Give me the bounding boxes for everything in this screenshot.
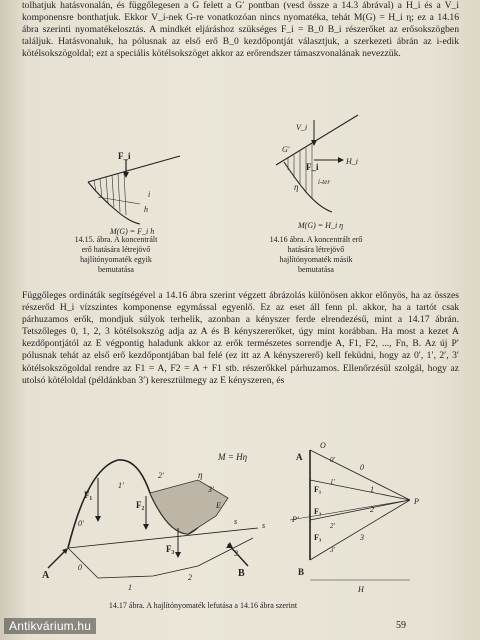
fig4-label-f3: F₃ [314,533,322,542]
caption-14-17: 14.17 ábra. A hajlítónyomaték lefutása a 14.16 ábra szerint [108,601,298,610]
fig4-label-p: P [414,497,419,506]
fig3-side-3: 3 [234,549,238,558]
fig1-label-h: h [144,205,148,214]
fig4-pole-top [310,450,410,500]
fig4-label-pprime: P′ [292,515,299,524]
fig4-ray-0: 0 [360,463,364,472]
fig3-side-2: 2 [188,573,192,582]
caption-14-16: 14.16 ábra. A koncentrált erő hatására létrejövő hajlítónyomaték másik bemutatása [269,235,363,274]
fig3-side-2p: 2′ [158,471,164,480]
paragraph-top: tolhatjuk hatásvonalán, és függőlegesen a G felett a G′ pontban (vesd össze a 14.3 ábrával) a H_i és a V_i komponensre bonthatjuk. Ekkor V_i-nek G-re vonatkozóan nincs nyomatéka, tehát M(G) = H_i η; ez a 14.16 ábra szerinti nyomatékelosztás. A mindkét eljáráshoz szükséges F_i = B_0 B_i részerőket az erősokszögben találjuk. Hatásvonaluk, ha pólusnak az első erő B_0 kezdőpontját választjuk, a szerkezeti ábrán az i-edik kötélsokszögoldal; ezt a speciális kötélsokszöget akkor az erőrendszer támaszvonalának nevezzük. [22,0,459,60]
fig4-pole-bottom [310,500,410,560]
fig3-label-s: s [262,521,266,530]
fig2-formula: M(G) = H_i η [298,221,344,230]
fig3-label-e: E [216,501,221,510]
figure-14-16 [268,110,398,235]
fig3-label-f1: F₁ [84,490,93,500]
fig4-ray-2: 2 [370,505,374,514]
fig3-label-a: A [42,570,50,581]
fig2-label-h: H_i [346,157,358,166]
fig2-label-v: V_i [296,123,308,132]
fig2-label-side: i-ter [318,178,331,186]
fig4-ray-a [310,480,410,500]
fig4-rayp-2: 2′ [330,522,336,530]
fig3-side-1: 1 [128,583,132,592]
fig3-polygon-lower [68,538,253,578]
fig3-side-0p: 0′ [78,519,84,528]
fig2-label-eta: η [294,182,299,192]
fig4-label-f1: F₁ [314,485,322,494]
fig4-horizontal [290,500,410,520]
fig3-side-0: 0 [78,563,82,572]
fig4-ray-3: 3 [360,533,364,542]
fig3-label-s2: s [234,517,238,526]
fig3-label-eta: η [198,470,203,480]
fig4-label-f2: F₂ [314,507,322,516]
fig3-side-1p: 1′ [118,481,124,490]
fig3-label-f3: F₃ [166,544,175,554]
fig1-label-side: i [148,190,151,199]
figure-14-17-structure [38,448,288,598]
fig4-label-b: B [298,567,305,577]
fig2-label-f: F_i [306,162,319,172]
fig3-label-b: B [238,568,245,579]
page-number: 59 [396,620,406,631]
fig4-label-h: H [358,585,364,594]
caption-14-15: 14.15. ábra. A koncentrált erő hatására létrejövő hajlítónyomaték egyik bemutatása [74,235,158,274]
fig4-rayp-1: 1′ [330,478,336,486]
fig3-label-f2: F₂ [136,500,145,510]
fig2-label-g1: G′ [282,145,290,154]
fig4-ray-b [310,500,410,520]
fig1-line-upper [88,156,180,182]
fig4-ray-1: 1 [370,485,374,494]
figure-14-17-force-polygon [290,440,460,600]
fig4-label-o: O [320,441,326,450]
fig4-label-a: A [296,452,303,462]
fig1-label-force: F_i [118,151,131,161]
watermark-logo: Antikvárium.hu [4,618,96,634]
fig3-side-3p: 3′ [208,485,214,494]
fig4-rayp-3: 3′ [330,546,336,554]
paragraph-main: Függőleges ordináták segítségével a 14.16 ábra szerint végzett ábrázolás különösen akkor előnyös, ha az összes részerőd H_i vízszintes komponense egymással egyenlő. Ez az eset áll fenn pl. akkor, ha a tartót csak párhuzamos erők, mondjuk súlyok terhelik, azonban a kényszer ferde elrendezésű, mint a 14.17 ábrán. Tetszőleges 0, 1, 2, 3 kötélsokszög adja az A és B kényszererőket, úgy mint korábban. Ha most a kezet A kezdőpontjától az E végpontig haladunk akkor az erők természetes sorrendje A, F1, F2, ..., Fn, B. Az új P′ pólusnak tehát az első erő kezdőpontjában bal felé (ez itt az A kényszererő) kell feküdni, hogy az 0′, 1′, 2′, 3′ kötélsokszögoldal rendre az F1 = A, F2 = A + F1 stb. részerőkkel párhuzamos. Ellenőrzésül szolgál, hogy az utolsó kötéloldal (példánkban 3′) keresztülmegy az E kényszeren, és [22,290,459,386]
fig4-rayp-0: 0′ [330,456,336,464]
fig1-formula: M(G) = F_i h [110,227,155,236]
fig3-moment-label: M = Hη [218,452,248,462]
figure-14-15 [70,142,190,237]
